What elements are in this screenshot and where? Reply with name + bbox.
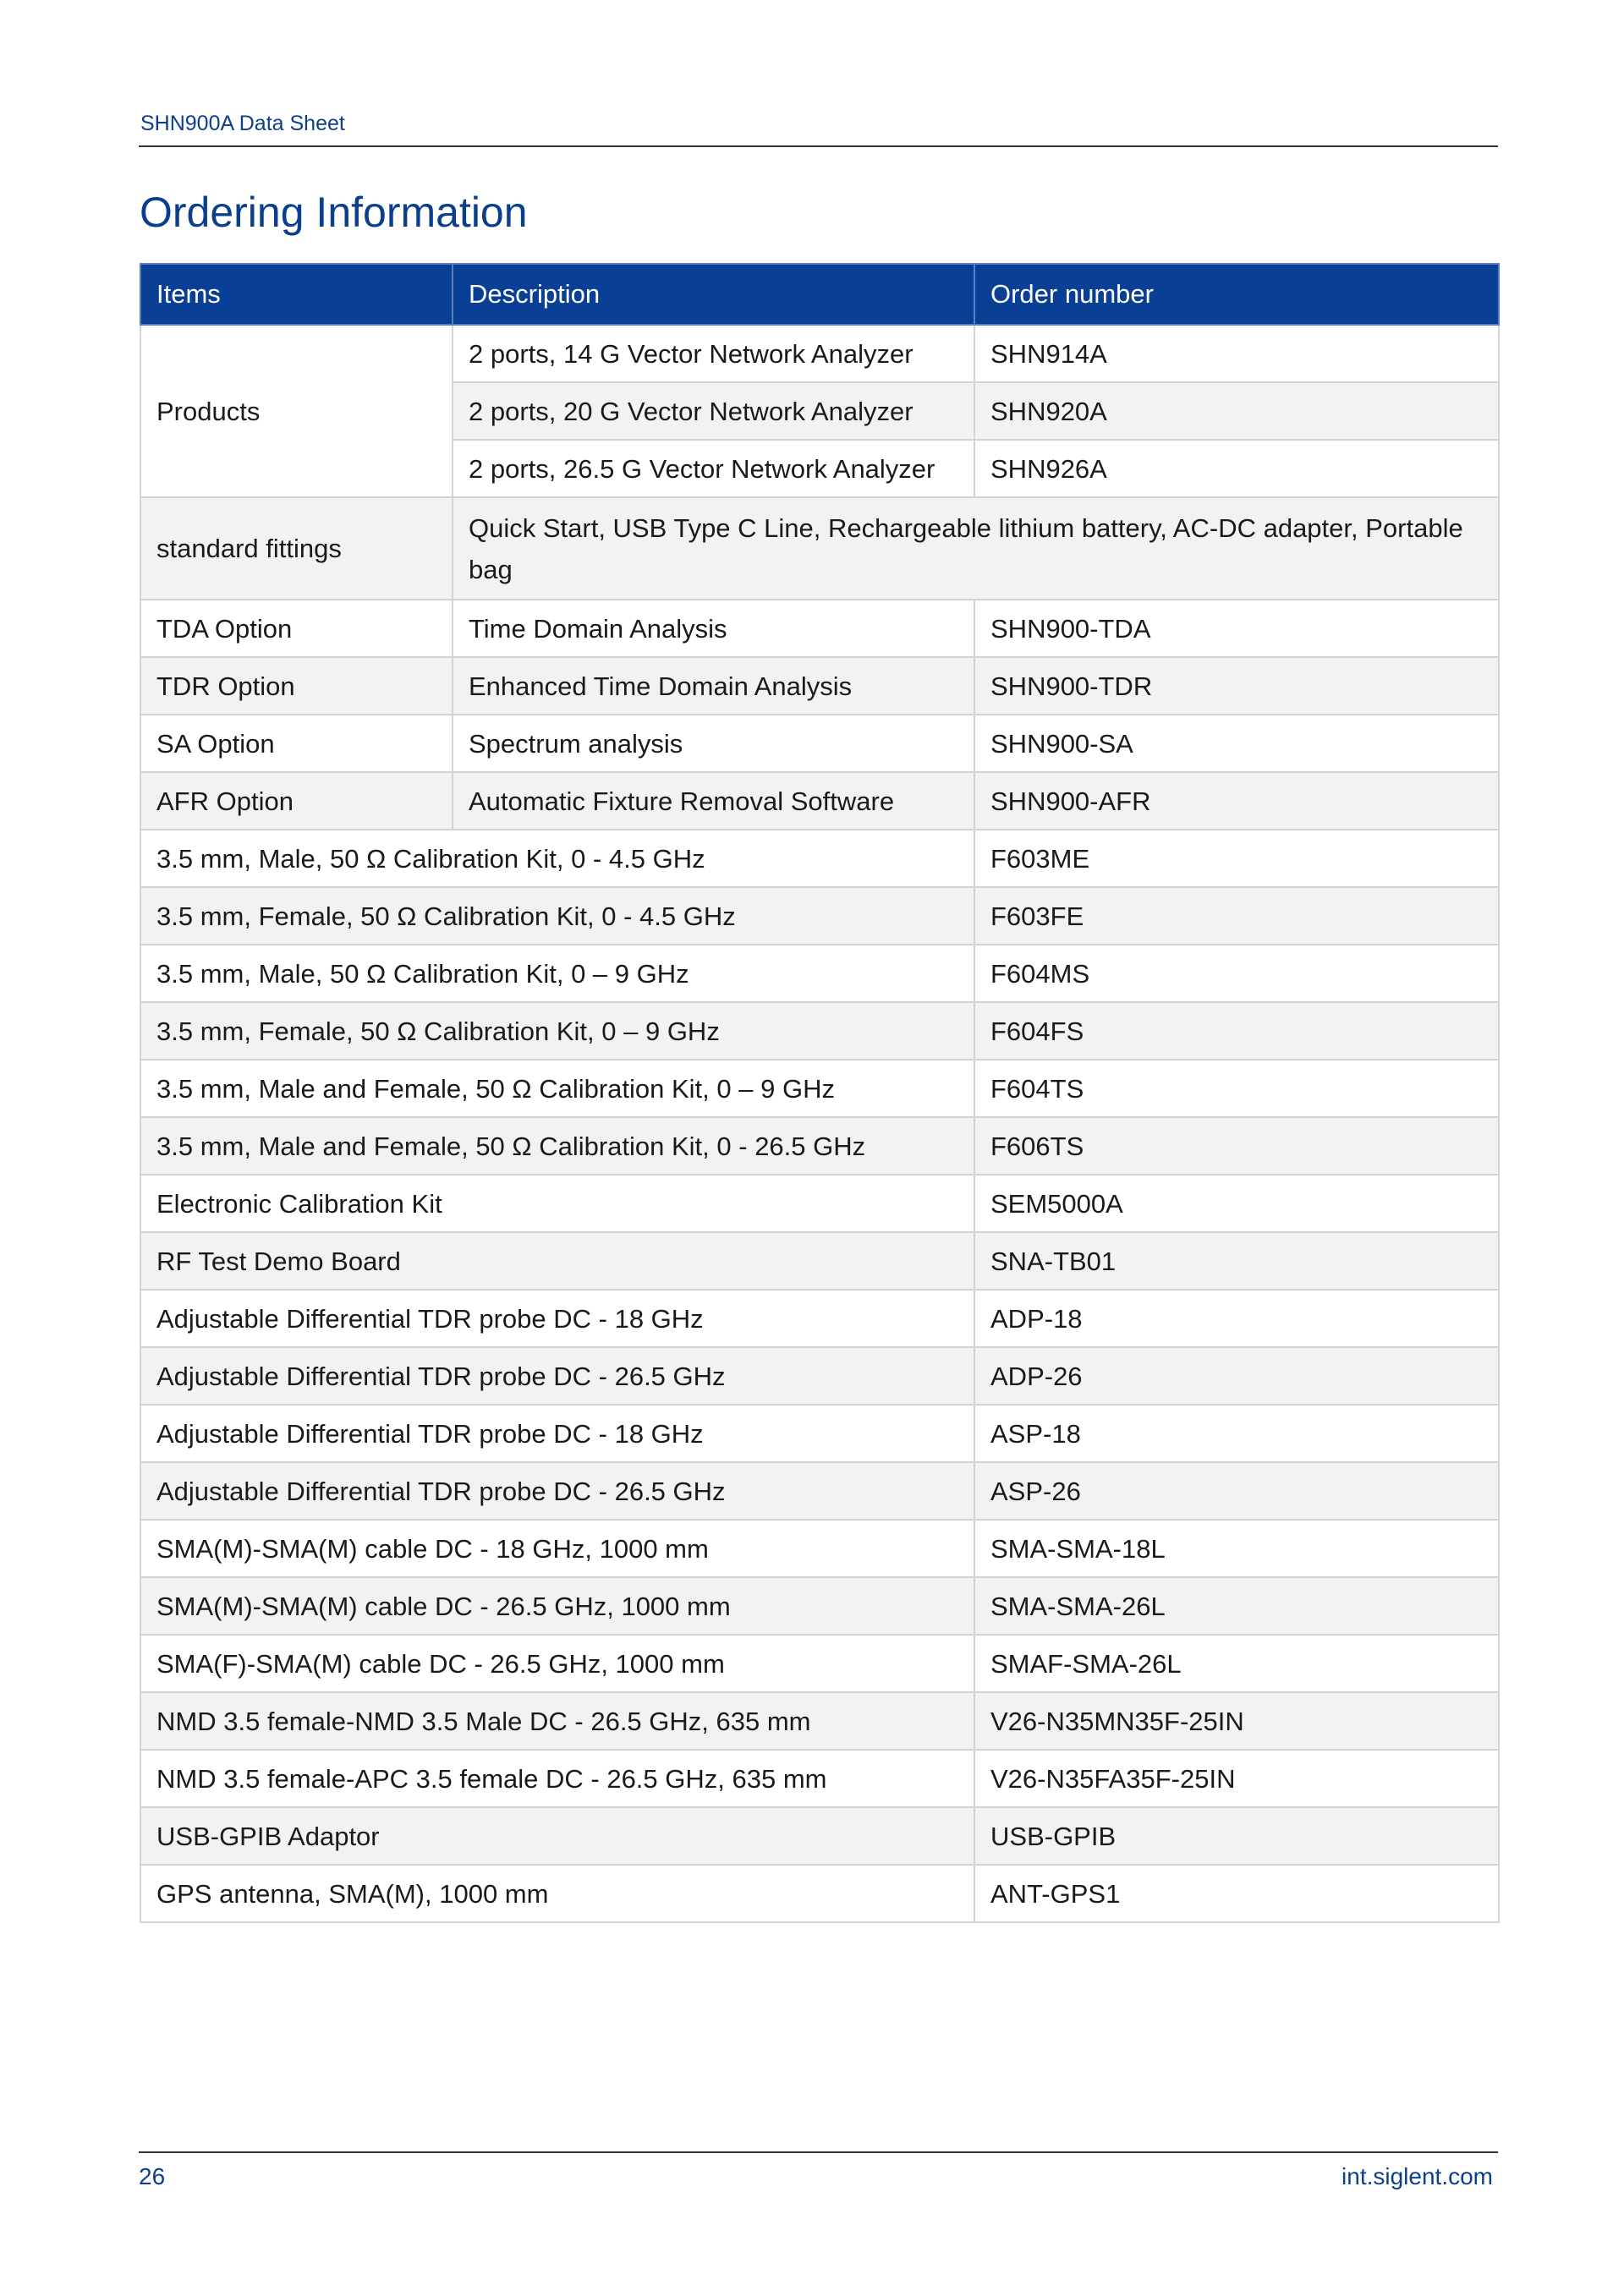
table-row	[140, 830, 1499, 887]
accessory-item-cell: 3.5 mm, Male, 50 Ω Calibration Kit, 0 - 4.5 GHz	[140, 830, 974, 887]
standard-fittings-label: standard fittings	[140, 497, 453, 600]
table-row	[140, 1807, 1499, 1865]
accessory-item-cell: NMD 3.5 female-APC 3.5 female DC - 26.5 GHz, 635 mm	[140, 1750, 974, 1807]
table-row	[140, 772, 1499, 830]
order-number-cell: SMA-SMA-18L	[974, 1520, 1499, 1577]
accessory-item-cell: RF Test Demo Board	[140, 1232, 974, 1290]
order-number-cell: V26-N35FA35F-25IN	[974, 1750, 1499, 1807]
description-cell: 2 ports, 26.5 G Vector Network Analyzer	[453, 440, 974, 497]
option-item-cell: TDR Option	[140, 657, 453, 715]
table-header-row	[140, 264, 1499, 325]
description-cell: 2 ports, 14 G Vector Network Analyzer	[453, 325, 974, 382]
order-number-cell: ANT-GPS1	[974, 1865, 1499, 1922]
column-header-description: Description	[453, 264, 974, 325]
ordering-table	[140, 263, 1500, 1923]
accessory-item-cell: SMA(M)-SMA(M) cable DC - 26.5 GHz, 1000 mm	[140, 1577, 974, 1635]
table-row	[140, 1577, 1499, 1635]
table-row	[140, 1290, 1499, 1347]
table-row	[140, 1865, 1499, 1922]
order-number-cell: SHN900-TDA	[974, 600, 1499, 657]
order-number-cell: F604TS	[974, 1060, 1499, 1117]
table-row	[140, 1635, 1499, 1692]
description-cell: Spectrum analysis	[453, 715, 974, 772]
order-number-cell: F603ME	[974, 830, 1499, 887]
order-number-cell: SEM5000A	[974, 1175, 1499, 1232]
option-item-cell: TDA Option	[140, 600, 453, 657]
order-number-cell: SHN920A	[974, 382, 1499, 440]
order-number-cell: ADP-18	[974, 1290, 1499, 1347]
table-row	[140, 1175, 1499, 1232]
description-cell: 2 ports, 20 G Vector Network Analyzer	[453, 382, 974, 440]
order-number-cell: SHN914A	[974, 325, 1499, 382]
accessory-item-cell: 3.5 mm, Female, 50 Ω Calibration Kit, 0 – 9 GHz	[140, 1002, 974, 1060]
accessory-item-cell: Adjustable Differential TDR probe DC - 26.5 GHz	[140, 1462, 974, 1520]
accessory-item-cell: 3.5 mm, Male, 50 Ω Calibration Kit, 0 – 9 GHz	[140, 945, 974, 1002]
description-cell: Enhanced Time Domain Analysis	[453, 657, 974, 715]
table-row	[140, 715, 1499, 772]
order-number-cell: ADP-26	[974, 1347, 1499, 1405]
table-row	[140, 1347, 1499, 1405]
order-number-cell: V26-N35MN35F-25IN	[974, 1692, 1499, 1750]
order-number-cell: F606TS	[974, 1117, 1499, 1175]
table-row	[140, 1060, 1499, 1117]
accessory-item-cell: SMA(F)-SMA(M) cable DC - 26.5 GHz, 1000 mm	[140, 1635, 974, 1692]
table-row	[140, 1117, 1499, 1175]
table-row	[140, 945, 1499, 1002]
table-row	[140, 1692, 1499, 1750]
description-cell: Time Domain Analysis	[453, 600, 974, 657]
order-number-cell: USB-GPIB	[974, 1807, 1499, 1865]
description-cell: Automatic Fixture Removal Software	[453, 772, 974, 830]
order-number-cell: SNA-TB01	[974, 1232, 1499, 1290]
order-number-cell: SHN926A	[974, 440, 1499, 497]
document-title: SHN900A Data Sheet	[140, 112, 345, 135]
order-number-cell: SHN900-TDR	[974, 657, 1499, 715]
table-row	[140, 1405, 1499, 1462]
order-number-cell: SMAF-SMA-26L	[974, 1635, 1499, 1692]
order-number-cell: ASP-26	[974, 1462, 1499, 1520]
order-number-cell: F603FE	[974, 887, 1499, 945]
accessory-item-cell: USB-GPIB Adaptor	[140, 1807, 974, 1865]
table-row	[140, 1520, 1499, 1577]
accessory-item-cell: 3.5 mm, Female, 50 Ω Calibration Kit, 0 - 4.5 GHz	[140, 887, 974, 945]
table-row	[140, 497, 1499, 600]
table-row	[140, 1750, 1499, 1807]
table-row	[140, 325, 1499, 382]
table-row	[140, 887, 1499, 945]
accessory-item-cell: Adjustable Differential TDR probe DC - 18 GHz	[140, 1290, 974, 1347]
option-item-cell: AFR Option	[140, 772, 453, 830]
option-item-cell: SA Option	[140, 715, 453, 772]
accessory-item-cell: 3.5 mm, Male and Female, 50 Ω Calibration Kit, 0 - 26.5 GHz	[140, 1117, 974, 1175]
column-header-items: Items	[140, 264, 453, 325]
accessory-item-cell: 3.5 mm, Male and Female, 50 Ω Calibration Kit, 0 – 9 GHz	[140, 1060, 974, 1117]
page-header	[139, 108, 1498, 147]
table-row	[140, 1462, 1499, 1520]
accessory-item-cell: Adjustable Differential TDR probe DC - 26.5 GHz	[140, 1347, 974, 1405]
order-number-cell: ASP-18	[974, 1405, 1499, 1462]
order-number-cell: SHN900-SA	[974, 715, 1499, 772]
section-title: Ordering Information	[140, 189, 528, 236]
order-number-cell: SMA-SMA-26L	[974, 1577, 1499, 1635]
products-label: Products	[140, 325, 453, 497]
page-footer	[139, 2151, 1498, 2194]
standard-fittings-description: Quick Start, USB Type C Line, Rechargeable lithium battery, AC-DC adapter, Portable bag	[453, 497, 1499, 600]
table-row	[140, 1002, 1499, 1060]
page-number: 26	[139, 2163, 166, 2189]
accessory-item-cell: Electronic Calibration Kit	[140, 1175, 974, 1232]
accessory-item-cell: NMD 3.5 female-NMD 3.5 Male DC - 26.5 GHz, 635 mm	[140, 1692, 974, 1750]
order-number-cell: F604FS	[974, 1002, 1499, 1060]
accessory-item-cell: SMA(M)-SMA(M) cable DC - 18 GHz, 1000 mm	[140, 1520, 974, 1577]
column-header-order-number: Order number	[974, 264, 1499, 325]
website-link[interactable]: int.siglent.com	[1341, 2163, 1493, 2189]
accessory-item-cell: GPS antenna, SMA(M), 1000 mm	[140, 1865, 974, 1922]
table-row	[140, 1232, 1499, 1290]
order-number-cell: F604MS	[974, 945, 1499, 1002]
order-number-cell: SHN900-AFR	[974, 772, 1499, 830]
accessory-item-cell: Adjustable Differential TDR probe DC - 18 GHz	[140, 1405, 974, 1462]
table-row	[140, 600, 1499, 657]
table-row	[140, 657, 1499, 715]
